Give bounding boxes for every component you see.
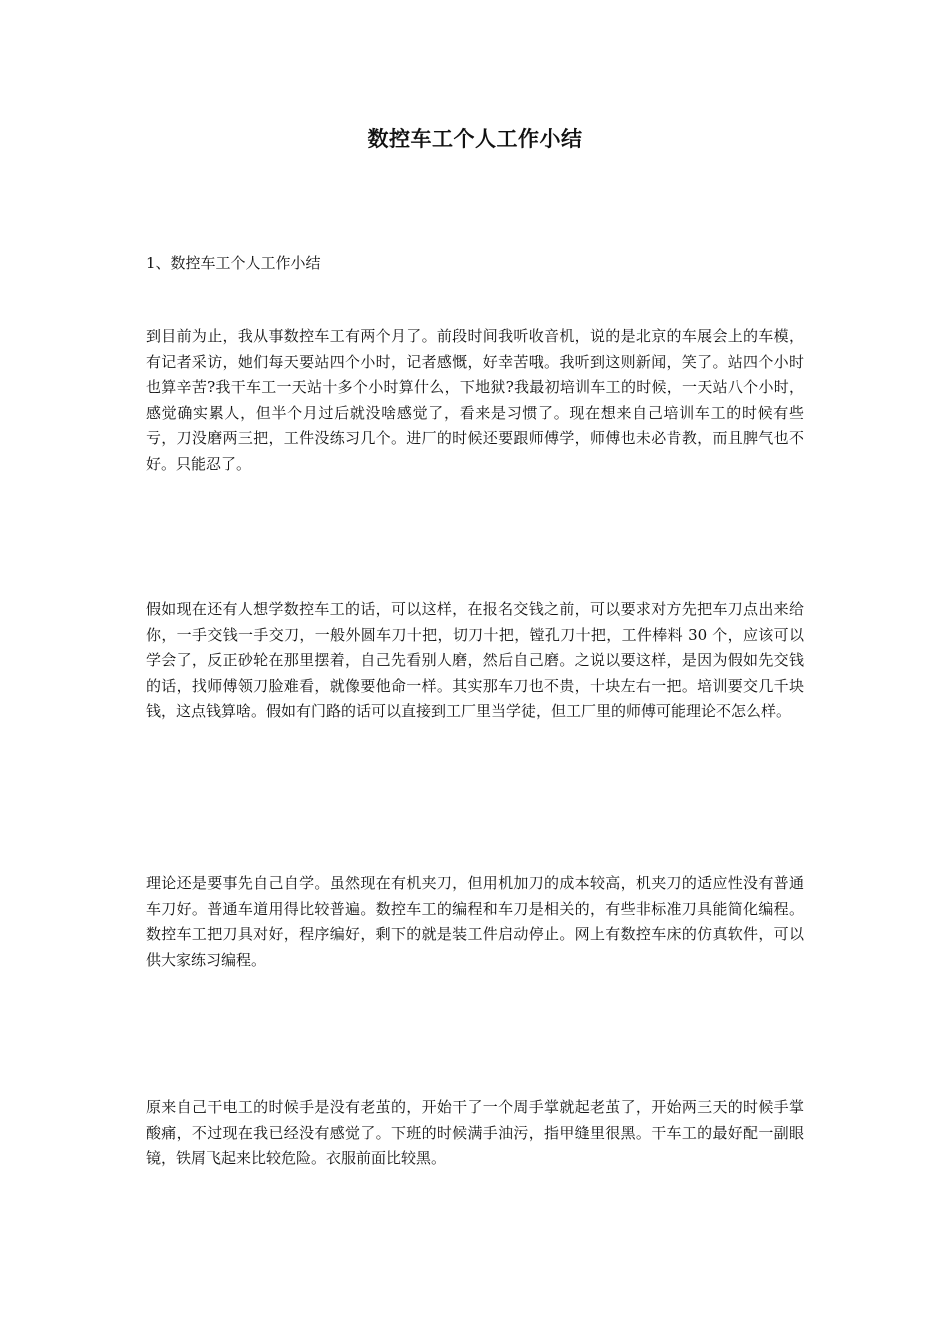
paragraph-1: 到目前为止，我从事数控车工有两个月了。前段时间我听收音机，说的是北京的车展会上的车模，有记者采访，她们每天要站四个小时，记者感慨，好幸苦哦。我听到这则新闻，笑了。站四个小时也算辛苦?我干车工一天站十多个小时算什么，下地狱?我最初培训车工的时候，一天站八个小时，感觉确实累人，但半个月过后就没啥感觉了，看来是习惯了。现在想来自己培训车工的时候有些亏，刀没磨两三把，工件没练习几个。进厂的时候还要跟师傅学，师傅也未必肯教，而且脾气也不好。只能忍了。 [146, 327, 804, 473]
paragraph-3: 理论还是要事先自己自学。虽然现在有机夹刀，但用机加刀的成本较高，机夹刀的适应性没有普通车刀好。普通车道用得比较普遍。数控车工的编程和车刀是相关的，有些非标准刀具能简化编程。数控车工把刀具对好，程序编好，剩下的就是装工件启动停止。网上有数控车床的仿真软件，可以供大家练习编程。 [146, 874, 804, 969]
paragraph-2: 假如现在还有人想学数控车工的话，可以这样，在报名交钱之前，可以要求对方先把车刀点出来给你，一手交钱一手交刀，一般外圆车刀十把，切刀十把，镗孔刀十把，工件棒料 30 个，应该可以学会了，反正砂轮在那里摆着，自己先看别人磨，然后自己磨。之说以要这样，是因为假如先交钱的话，找师傅领刀脸难看，就像要他命一样。其实那车刀也不贵，十块左右一把。培训要交几千块钱，这点钱算啥。假如有门路的话可以直接到工厂里当学徒，但工厂里的师傅可能理论不怎么样。 [146, 600, 804, 720]
section-heading: 1、数控车工个人工作小结 [146, 254, 321, 272]
paragraph-4: 原来自己干电工的时候手是没有老茧的，开始干了一个周手掌就起老茧了，开始两三天的时候手掌酸痛，不过现在我已经没有感觉了。下班的时候满手油污，指甲缝里很黑。干车工的最好配一副眼镜，铁屑飞起来比较危险。衣服前面比较黑。 [146, 1098, 804, 1167]
document-title: 数控车工个人工作小结 [367, 126, 583, 151]
